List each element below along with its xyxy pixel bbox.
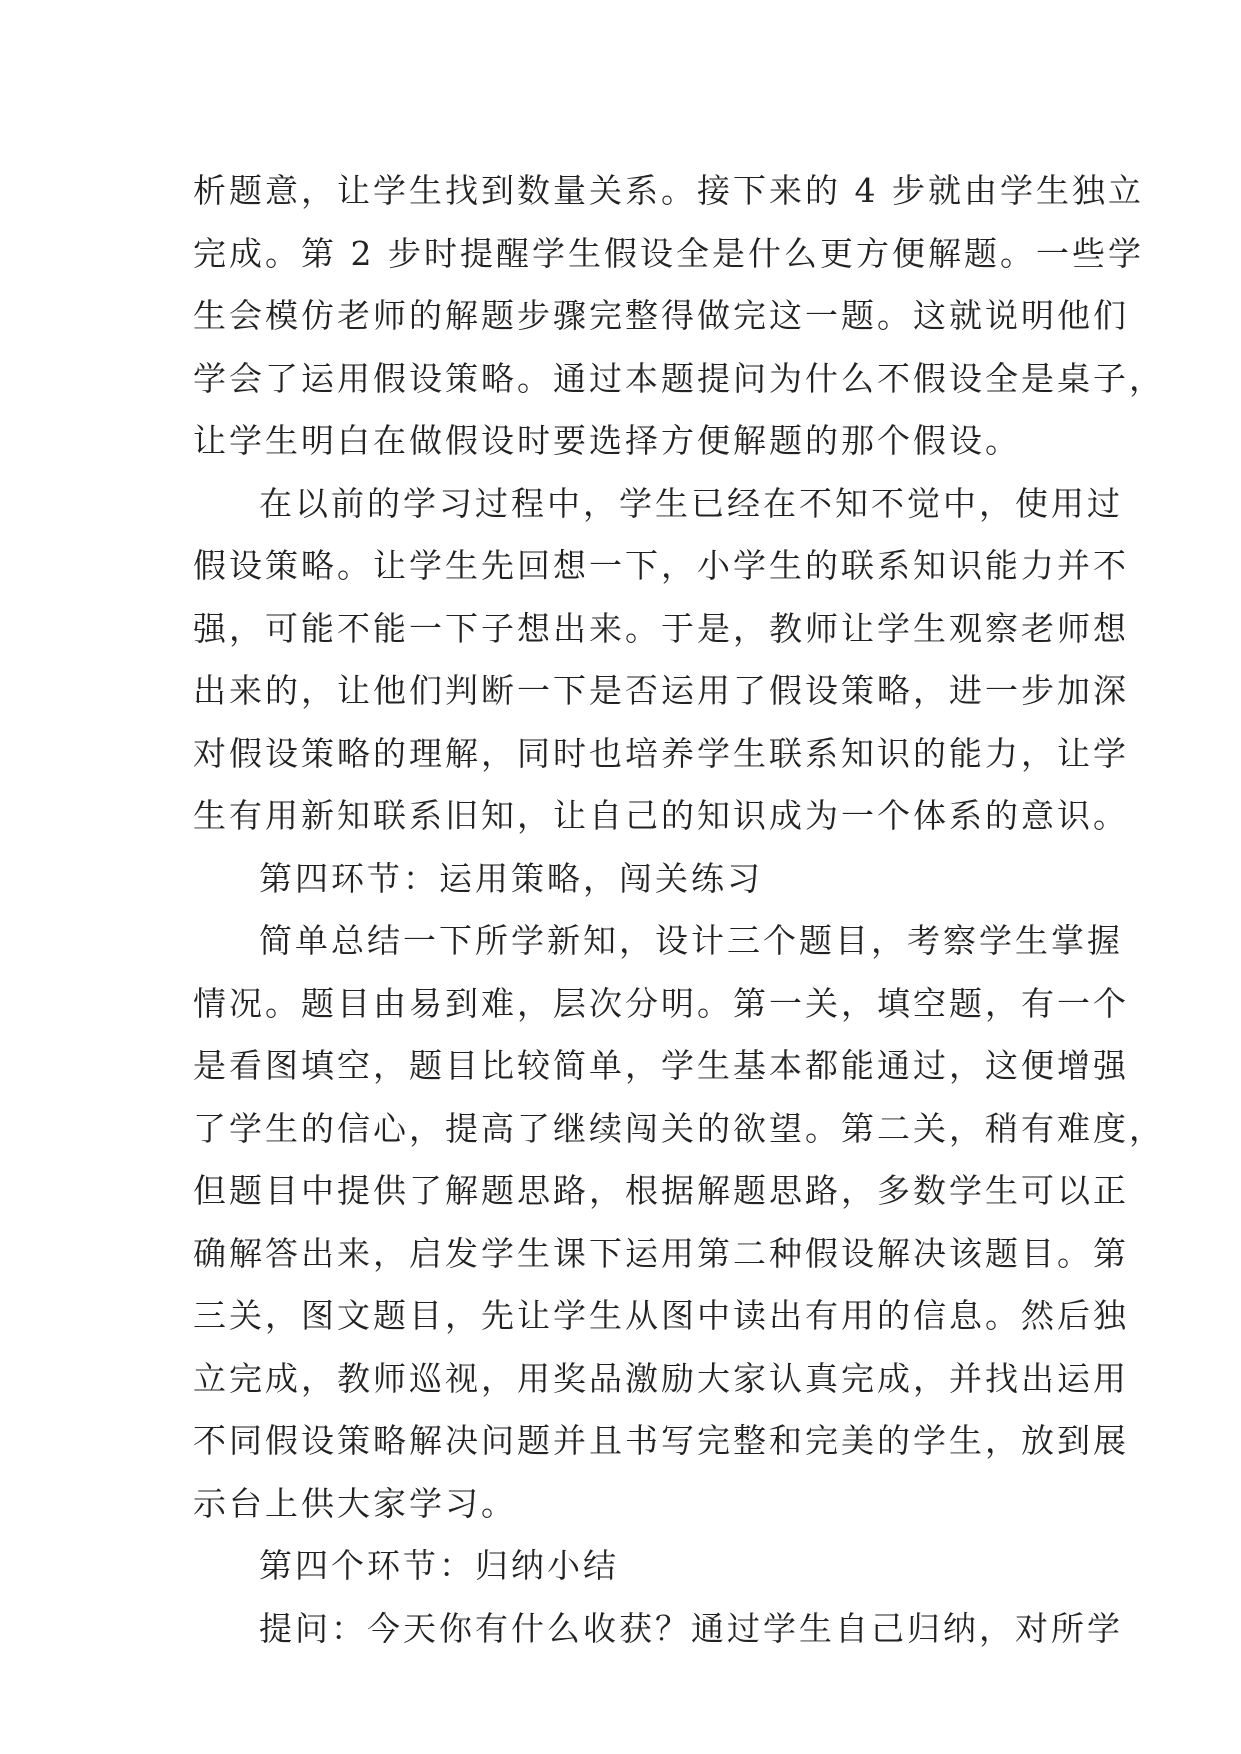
text-line: 简单总结一下所学新知，设计三个题目，考察学生掌握 [259, 921, 1123, 960]
text-line: 生会模仿老师的解题步骤完整得做完这一题。这就说明他们 [193, 296, 1129, 335]
text-line: 但题目中提供了解题思路，根据解题思路，多数学生可以正 [193, 1171, 1129, 1210]
text-line: 示台上供大家学习。 [193, 1483, 517, 1523]
text-line: 完成。第 2 步时提醒学生假设全是什么更方便解题。一些学 [193, 233, 1144, 273]
text-line: 对假设策略的理解，同时也培养学生联系知识的能力，让学 [193, 733, 1129, 773]
document-body [193, 160, 1165, 1660]
text-line: 析题意，让学生找到数量关系。接下来的 4 步就由学生独立 [193, 171, 1144, 210]
text-line: 确解答出来，启发学生课下运用第二种假设解决该题目。第 [193, 1233, 1129, 1273]
text-line: 学会了运用假设策略。通过本题提问为什么不假设全是桌子， [193, 358, 1165, 398]
section-heading: 第四环节：运用策略，闯关练习 [259, 858, 763, 898]
text-line: 假设策略。让学生先回想一下，小学生的联系知识能力并不 [193, 546, 1129, 585]
text-line: 了学生的信心，提高了继续闯关的欲望。第二关，稍有难度， [193, 1108, 1165, 1148]
text-line: 不同假设策略解决问题并且书写完整和完美的学生，放到展 [193, 1421, 1129, 1460]
text-line: 三关，图文题目，先让学生从图中读出有用的信息。然后独 [193, 1296, 1129, 1335]
section-heading: 第四个环节：归纳小结 [259, 1546, 619, 1585]
text-line: 立完成，教师巡视，用奖品激励大家认真完成，并找出运用 [193, 1358, 1129, 1398]
text-line: 强，可能不能一下子想出来。于是，教师让学生观察老师想 [193, 608, 1129, 648]
text-line: 生有用新知联系旧知，让自己的知识成为一个体系的意识。 [193, 796, 1129, 835]
text-line: 出来的，让他们判断一下是否运用了假设策略，进一步加深 [193, 671, 1129, 710]
text-line: 在以前的学习过程中，学生已经在不知不觉中，使用过 [259, 483, 1123, 523]
text-line: 是看图填空，题目比较简单，学生基本都能通过，这便增强 [193, 1046, 1129, 1085]
text-line: 提问：今天你有什么收获？通过学生自己归纳，对所学 [259, 1608, 1123, 1648]
text-line: 情况。题目由易到难，层次分明。第一关，填空题，有一个 [193, 983, 1129, 1023]
text-line: 让学生明白在做假设时要选择方便解题的那个假设。 [193, 421, 1021, 460]
